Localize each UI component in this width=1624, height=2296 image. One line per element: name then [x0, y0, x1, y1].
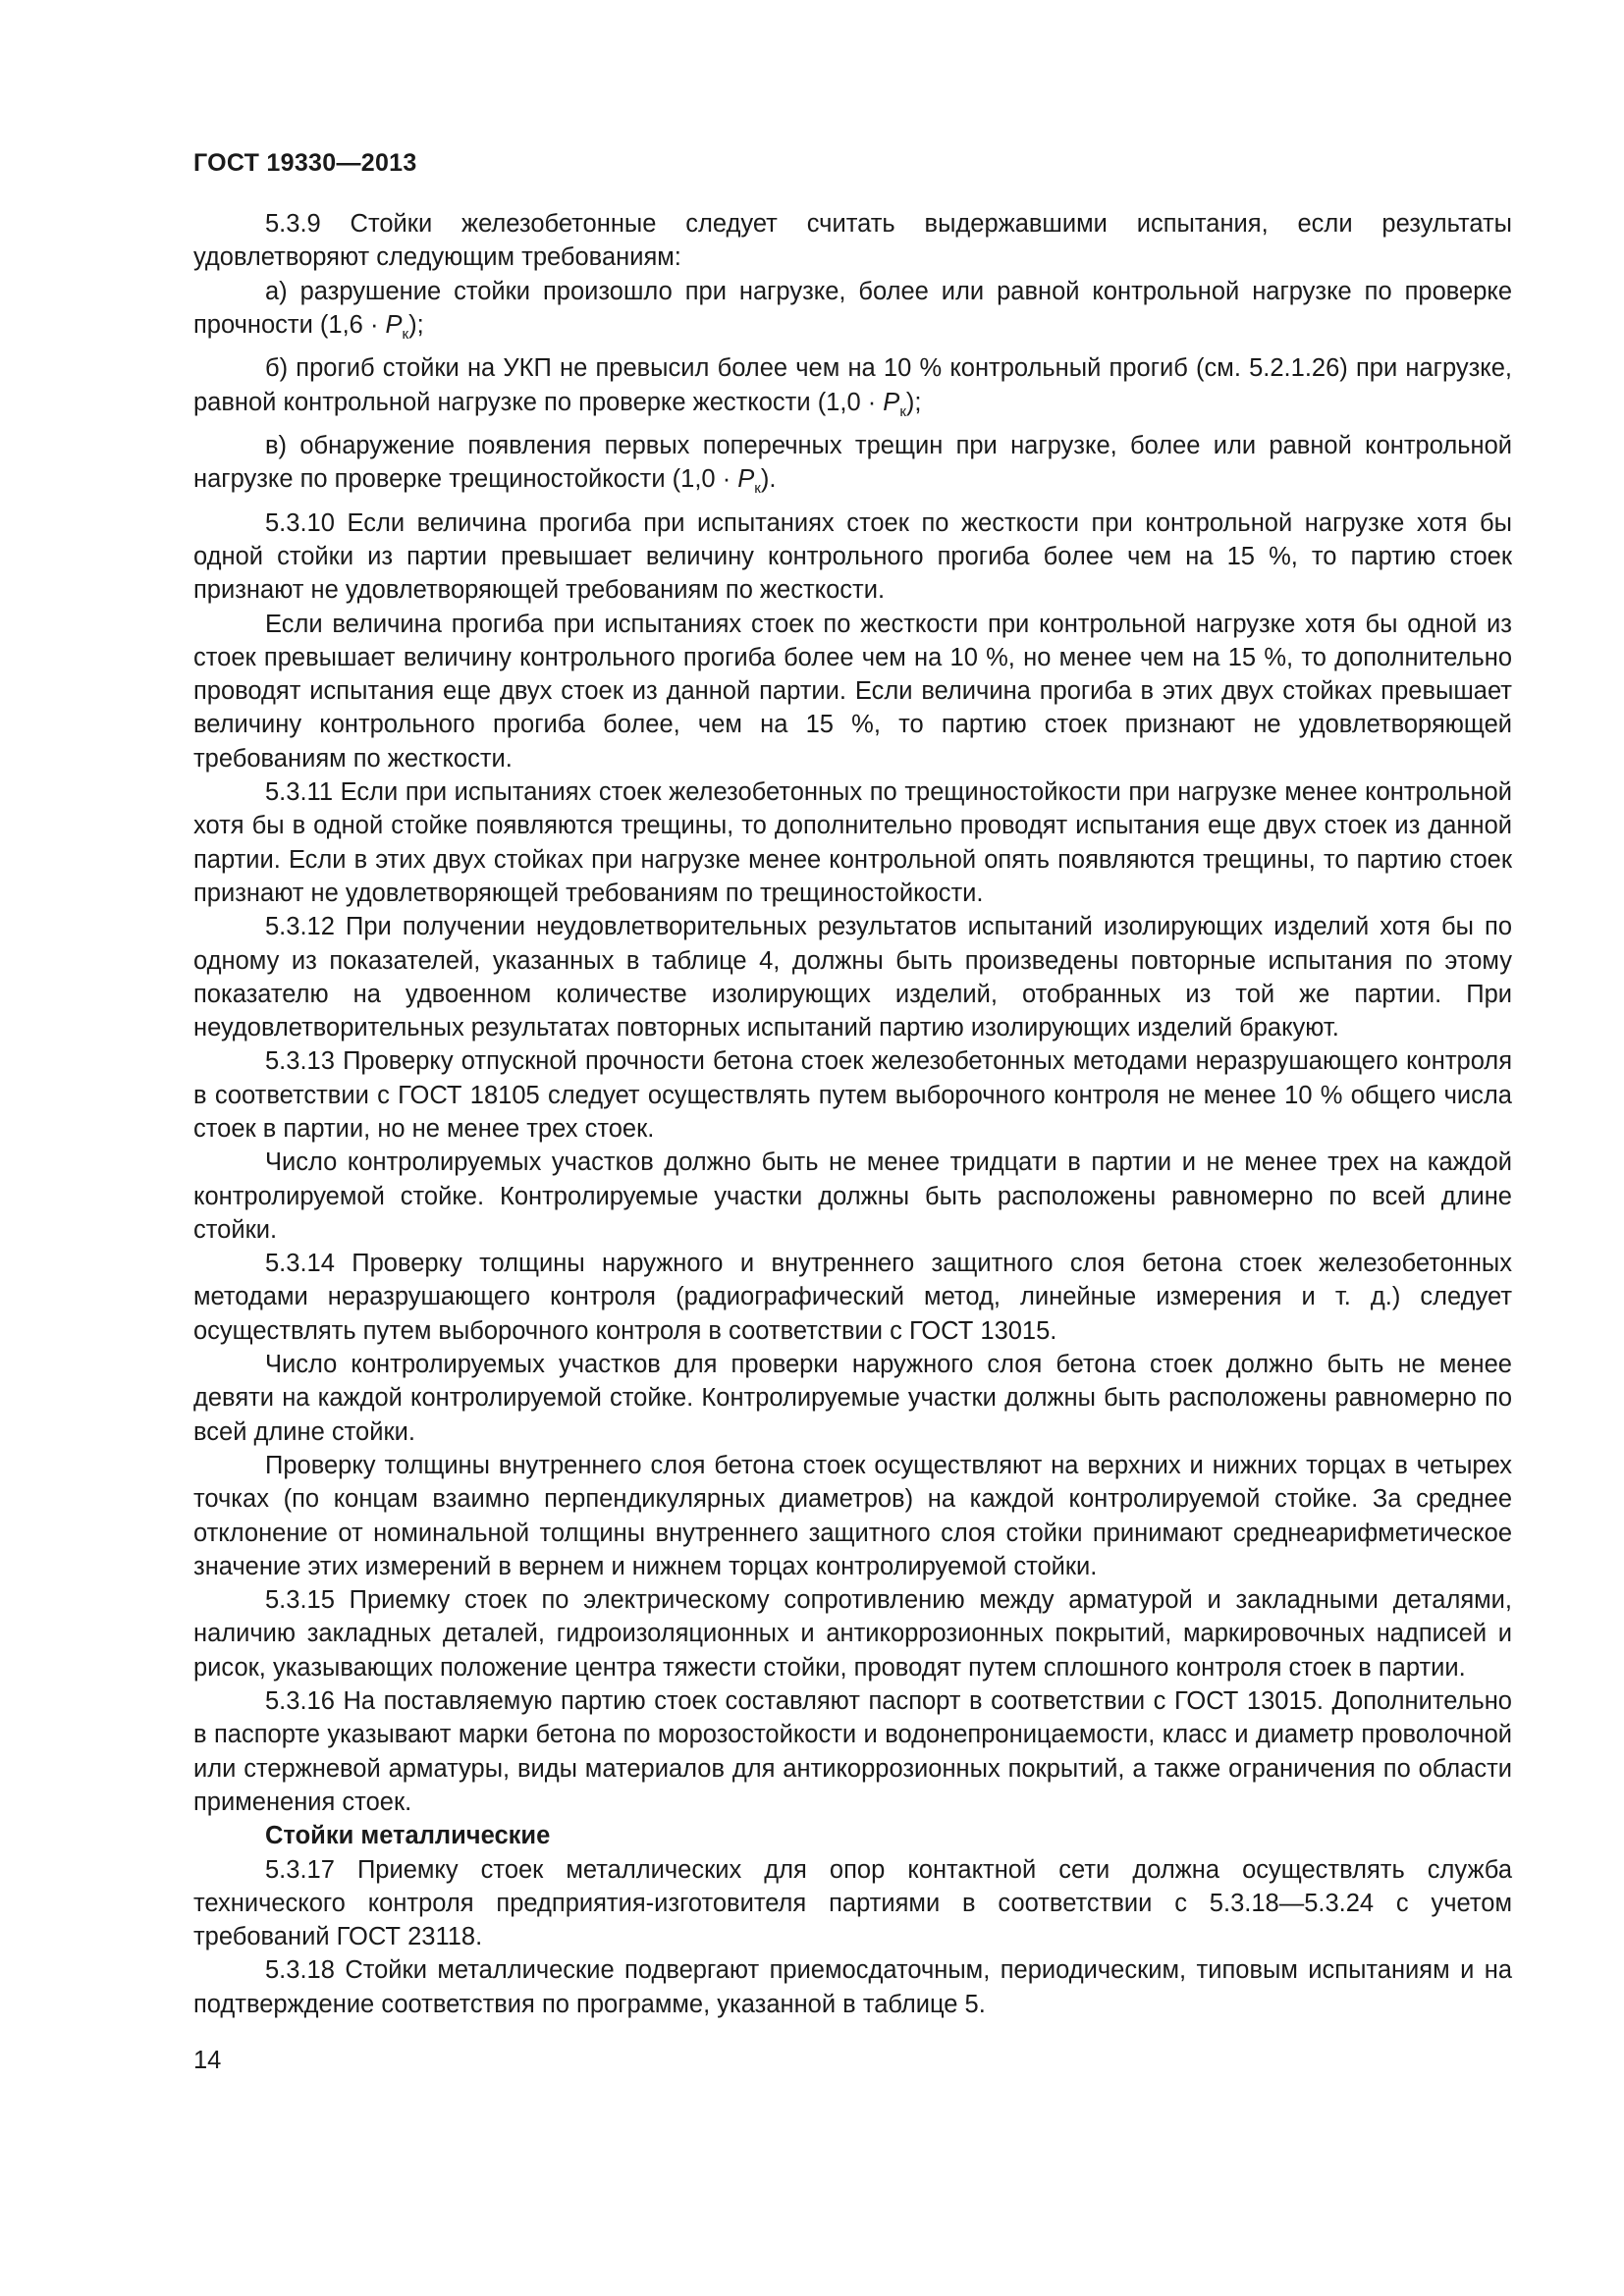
paragraph-5-3-11: 5.3.11 Если при испытаниях стоек железобетонных по трещиностойкости при нагрузке менее контрольной хотя бы в одной стойке появляются трещины, то дополнительно проводят испытания еще двух стоек из данной партии. Если в этих двух стойках при нагрузке менее контрольной опять появляются трещины, то партию стоек признают не удовлетворяющей требованиям по трещиностойкости. [193, 778, 1512, 907]
paragraph-5-3-9-v [193, 429, 1512, 507]
pk-formula: $P_к$ [385, 310, 409, 343]
pk-formula: $P_к$ [737, 465, 761, 498]
paragraph-text: в) обнаружение появления первых поперечных трещин при нагрузке, более или равной контрольной нагрузке по проверке трещиностойкости (1,0 · [193, 431, 1512, 494]
document-body [193, 207, 1512, 2021]
paragraph-5-3-10: 5.3.10 Если величина прогиба при испытаниях стоек по жесткости при контрольной нагрузке хотя бы одной стойки из партии превышает величину контрольного прогиба более чем на 15 %, то партию стоек признают не удовлетворяющей требованиям по жесткости. [193, 508, 1512, 605]
paragraph-text: ). [760, 465, 777, 494]
paragraph-text: ); [408, 310, 424, 339]
paragraph-5-3-17: 5.3.17 Приемку стоек металлических для опор контактной сети должна осуществлять служба технического контроля предприятия-изготовителя партиями в соответствии с 5.3.18—5.3.24 с учетом требований ГОСТ 23118. [193, 1855, 1512, 1951]
pk-formula: $P_к$ [883, 388, 906, 420]
paragraph-5-3-9-a [193, 275, 1512, 352]
paragraph-5-3-15: 5.3.15 Приемку стоек по электрическому сопротивлению между арматурой и закладными деталями, наличию закладных деталей, гидроизоляционных и антикоррозионных покрытий, маркировочных надписей и рисок, указывающих положение центра тяжести стойки, проводят путем сплошного контроля стоек в партии. [193, 1586, 1512, 1682]
paragraph-text: ); [905, 388, 922, 416]
paragraph-5-3-13: 5.3.13 Проверку отпускной прочности бетона стоек железобетонных методами неразрушающего контроля в соответствии с ГОСТ 18105 следует осуществлять путем выборочного контроля не менее 10 % общего числа стоек в партии, но не менее трех стоек. [193, 1047, 1512, 1143]
paragraph-5-3-14-cont2: Проверку толщины внутреннего слоя бетона стоек осуществляют на верхних и нижних торцах в четырех точках (по концам взаимно перпендикулярных диаметров) на каждой контролируемой стойке. За среднее отклонение от номинальной толщины внутреннего защитного слоя стойки принимают среднеарифметическое значение этих измерений в вернем и нижнем торцах контролируемой стойки. [193, 1451, 1512, 1580]
paragraph-5-3-18: 5.3.18 Стойки металлические подвергают приемосдаточным, периодическим, типовым испытаниям и на подтверждение соответствия по программе, указанной в таблице 5. [193, 1956, 1512, 2018]
paragraph-5-3-13-cont: Число контролируемых участков должно быть не менее тридцати в партии и не менее трех на каждой контролируемой стойке. Контролируемые участки должны быть расположены равномерно по всей длине стойки. [193, 1148, 1512, 1244]
paragraph-5-3-14-cont1: Число контролируемых участков для проверки наружного слоя бетона стоек должно быть не менее девяти на каждой контролируемой стойке. Контролируемые участки должны быть расположены равномерно по всей длине стойки. [193, 1351, 1512, 1446]
paragraph-5-3-14: 5.3.14 Проверку толщины наружного и внутреннего защитного слоя бетона стоек железобетонных методами неразрушающего контроля (радиографический метод, линейные измерения и т. д.) следует осуществлять путем выборочного контроля в соответствии с ГОСТ 13015. [193, 1250, 1512, 1345]
paragraph-text: б) прогиб стойки на УКП не превысил более чем на 10 % контрольный прогиб (см. 5.2.1.26) при нагрузке, равной контрольной нагрузке по проверке жесткости (1,0 · [193, 354, 1512, 416]
document-header: ГОСТ 19330—2013 [193, 149, 417, 177]
paragraph-5-3-10-cont: Если величина прогиба при испытаниях стоек по жесткости при контрольной нагрузке хотя бы одной из стоек превышает величину контрольного прогиба более чем на 10 %, но менее чем на 15 %, то дополнительно проводят испытания еще двух стоек из данной партии. Если величина прогиба в этих двух стойках превышает величину контрольного прогиба более, чем на 15 %, то партию стоек признают не удовлетворяющей требованиям по жесткости. [193, 610, 1512, 773]
paragraph-5-3-12: 5.3.12 При получении неудовлетворительных результатов испытаний изолирующих изделий хотя бы по одному из показателей, указанных в таблице 4, должны быть произведены повторные испытания по этому показателю на удвоенном количестве изолирующих изделий, отобранных из той же партии. При неудовлетворительных результатах повторных испытаний партию изолирующих изделий бракуют. [193, 913, 1512, 1042]
paragraph-5-3-16: 5.3.16 На поставляемую партию стоек составляют паспорт в соответствии с ГОСТ 13015. Дополнительно в паспорте указывают марки бетона по морозостойкости и водонепроницаемости, класс и диаметр проволочной или стержневой арматуры, виды материалов для антикоррозионных покрытий, а также ограничения по области применения стоек. [193, 1687, 1512, 1816]
page-number: 14 [193, 2047, 222, 2074]
paragraph-5-3-9: 5.3.9 Стойки железобетонные следует считать выдержавшими испытания, если результаты удовлетворяют следующим требованиям: [193, 210, 1512, 272]
paragraph-5-3-9-b [193, 351, 1512, 429]
section-heading-metal: Стойки металлические [265, 1822, 551, 1850]
paragraph-text: а) разрушение стойки произошло при нагрузке, более или равной контрольной нагрузке по проверке прочности (1,6 · [193, 277, 1512, 339]
